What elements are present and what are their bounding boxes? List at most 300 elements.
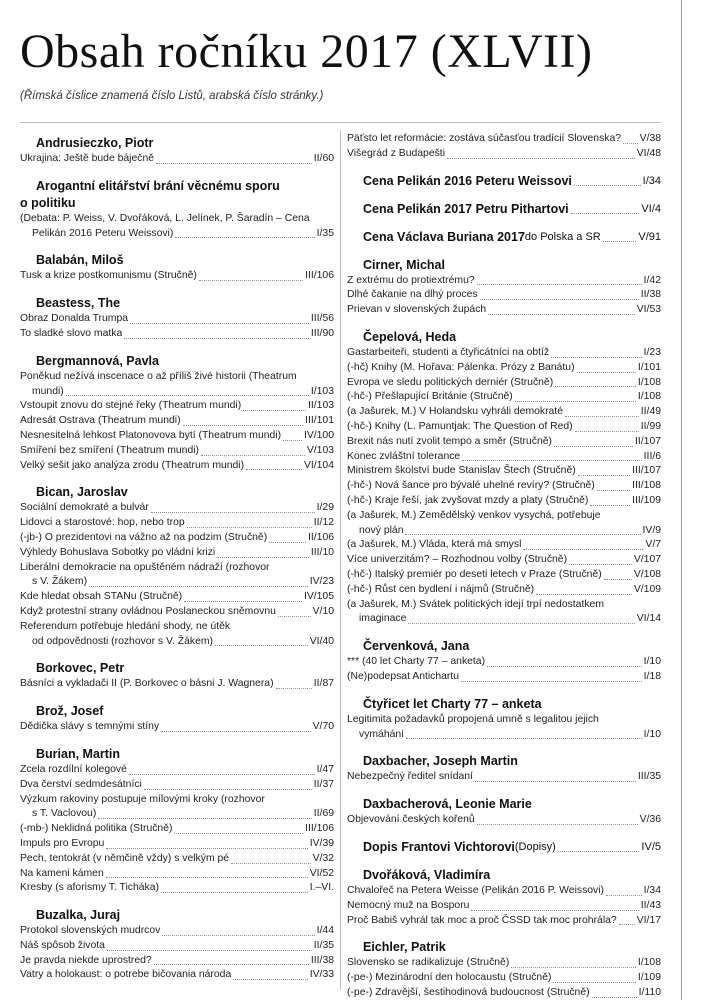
author-heading	[347, 201, 661, 217]
entry-title: *** (40 let Charty 77 – anketa)	[347, 656, 486, 668]
index-entry	[20, 822, 334, 837]
dot-leader	[574, 185, 641, 186]
dot-leader	[243, 410, 306, 411]
entry-title: s T. Vaclovou)	[32, 808, 97, 820]
entry-title: Dědička slávy s temnými stíny	[20, 721, 160, 733]
index-entry	[347, 986, 661, 1001]
dot-leader	[569, 564, 632, 565]
entry-title: (-mb-) Neklidná politika (Stručně)	[20, 823, 173, 835]
entry-page-ref: III/56	[310, 313, 334, 325]
column-divider	[340, 130, 341, 990]
index-column-left	[20, 132, 334, 983]
entry-page-ref: II/69	[313, 808, 334, 820]
dot-leader	[276, 688, 312, 689]
author-heading	[347, 173, 661, 189]
entry-title: (-hč-) Italský premiér po deseti letech v Praze (Stručně)	[347, 568, 602, 580]
dot-leader	[477, 824, 638, 825]
entry-title: Tusk a krize postkomunismu (Stručně)	[20, 270, 197, 282]
section-gap	[347, 627, 661, 635]
index-entry	[20, 954, 334, 969]
author-section	[20, 284, 334, 342]
index-entry	[20, 385, 334, 400]
entry-title: (a Jašurek, M.) Vláda, která má smysl	[347, 539, 522, 551]
entry-page-ref: I/108	[637, 391, 661, 403]
entry-page-ref: VI/14	[636, 613, 661, 625]
index-entry	[20, 501, 334, 516]
index-entry	[347, 884, 661, 899]
entry-title: s V. Žákem)	[32, 576, 88, 588]
index-entry	[347, 813, 661, 828]
entry-page-ref: VI/53	[636, 304, 661, 316]
section-gap	[20, 342, 334, 350]
author-section	[20, 896, 334, 983]
entry-page-ref: III/106	[305, 823, 334, 835]
index-entry-line: Referendum potřebuje hledání shody, ne útěk	[20, 620, 231, 632]
index-entry-line: (a Jašurek, M.) Zemědělský venkov vysychá, potřebuje	[347, 509, 601, 521]
author-section	[347, 190, 661, 217]
section-gap	[20, 473, 334, 481]
entry-title: Proč Babiš vyhrál tak moc a proč ČSSD tak moc prohrála?	[347, 914, 617, 926]
section-gap	[347, 856, 661, 864]
entry-title: Adresát Ostrava (Theatrum mundi)	[20, 415, 181, 427]
index-entry	[20, 546, 334, 561]
entry-page-ref: V/38	[639, 133, 661, 144]
entry-title: Na kameni kámen	[20, 867, 104, 879]
section-gap	[347, 190, 661, 198]
author-heading: Dvořáková, Vladimíra	[363, 867, 491, 882]
author-heading: Beastess, The	[36, 296, 121, 311]
entry-title: Z extrému do protiextrému?	[347, 274, 475, 286]
author-section	[347, 785, 661, 828]
dot-leader	[488, 314, 635, 315]
entry-title: (-hč-) Přešlapující Británie (Stručně)	[347, 391, 513, 403]
index-entry	[347, 132, 661, 147]
entry-page-ref: III/101	[305, 415, 334, 427]
author-heading: Balabán, Miloš	[36, 253, 124, 268]
index-entry	[20, 807, 334, 822]
dot-leader	[604, 579, 632, 580]
dot-leader	[175, 237, 314, 238]
entry-page-ref: I/23	[643, 346, 661, 358]
index-entry	[347, 376, 661, 391]
dot-leader	[523, 549, 643, 550]
entry-page-ref: VI/104	[303, 459, 334, 471]
entry-page-ref: I.–VI.	[309, 882, 334, 894]
entry-page-ref: V/10	[312, 605, 334, 617]
entry-title: Kde hledat obsah STANu (Stručně)	[20, 591, 183, 603]
entry-title: Když protestní strany ovládnou Poslaneckou sněmovnu	[20, 605, 276, 617]
entry-page-ref: V/109	[633, 583, 661, 595]
entry-title: imaginace	[359, 613, 407, 625]
entry-page-ref: VI/52	[309, 867, 334, 879]
author-section	[20, 735, 334, 896]
author-section	[347, 162, 661, 189]
entry-page-ref: V/70	[312, 721, 334, 733]
page-title: Obsah ročníku 2017 (XLVII)	[20, 25, 593, 78]
index-entry	[20, 924, 334, 939]
section-gap	[347, 685, 661, 693]
index-entry	[347, 568, 661, 583]
entry-title: Nesnesitelná lehkost Platonovova bytí (Theatrum mundi)	[20, 429, 282, 441]
index-entry	[347, 971, 661, 986]
section-gap	[347, 318, 661, 326]
entry-title: mundi)	[32, 385, 64, 397]
entry-page-ref: I/108	[637, 957, 661, 969]
author-heading: Buzalka, Juraj	[36, 908, 121, 923]
dot-leader	[406, 738, 642, 739]
entry-page-ref: I/42	[643, 274, 661, 286]
dot-leader	[480, 299, 639, 300]
index-entry	[347, 612, 661, 627]
dot-leader	[461, 681, 642, 682]
index-entry	[347, 346, 661, 361]
dot-leader	[161, 731, 310, 732]
entry-page-ref: V/36	[639, 814, 661, 826]
entry-title: Dlhé čakanie na dlhý proces	[347, 289, 478, 301]
index-entry	[20, 312, 334, 327]
heading-suffix: do Polska a SR	[524, 230, 601, 243]
dot-leader	[623, 143, 638, 144]
entry-title: (a Jašurek, M.) V Holandsku vyhráli demokraté	[347, 406, 563, 418]
entry-page-ref: VI/40	[309, 635, 334, 647]
entry-page-ref: IV/5	[641, 840, 661, 853]
dot-leader	[471, 910, 638, 911]
author-heading: Červenková, Jana	[363, 639, 470, 654]
entry-page-ref: V/91	[638, 230, 661, 243]
dot-leader	[577, 372, 636, 373]
entry-page-ref: II/103	[308, 400, 334, 412]
section-gap	[347, 246, 661, 254]
entry-page-ref: II/107	[635, 435, 661, 447]
entry-title: Impuls pro Evropu	[20, 837, 105, 849]
index-entry	[347, 303, 661, 318]
entry-title: Ministrem školství bude Stanislav Štech (Stručně)	[347, 465, 576, 477]
entry-page-ref: II/35	[313, 939, 334, 951]
index-entry	[20, 867, 334, 882]
author-section	[347, 856, 661, 928]
dot-leader	[130, 323, 309, 324]
entry-title: Obraz Donalda Trumpa	[20, 313, 129, 325]
author-section	[347, 218, 661, 245]
dot-leader	[283, 440, 302, 441]
author-heading: Borkovec, Petr	[36, 661, 125, 676]
author-section	[347, 627, 661, 685]
author-heading: Čepelová, Heda	[363, 329, 457, 344]
dot-leader	[124, 338, 309, 339]
index-entry-line: (Debata: P. Weiss, V. Dvořáková, L. Jelínek, P. Šaradín – Cena	[20, 212, 310, 224]
index-entry	[347, 147, 661, 162]
entry-title: Chvalořeč na Petera Weisse (Pelikán 2016 P. Weissovi)	[347, 884, 605, 896]
dot-leader	[231, 863, 311, 864]
author-section	[20, 342, 334, 474]
entry-page-ref: III/90	[310, 327, 334, 339]
dot-leader	[201, 455, 305, 456]
index-entry	[347, 405, 661, 420]
index-entry	[347, 655, 661, 670]
entry-title: Zcela rozdílní kolegové	[20, 763, 127, 775]
index-entry	[20, 516, 334, 531]
entry-page-ref: V/103	[306, 444, 334, 456]
index-entry	[20, 677, 334, 692]
entry-title: (-hč-) Růst cen bydlení i nájmů (Stručně)	[347, 583, 535, 595]
index-entry	[347, 435, 661, 450]
index-entry-line: Liberální demokracie na opuštěném nádraží (rozhovor	[20, 561, 270, 573]
entry-page-ref: I/110	[638, 986, 661, 998]
dot-leader	[233, 979, 308, 980]
entry-title: (-hč-) Kraje řeší, jak zvyšovat mzdy a platy (Stručně)	[347, 494, 589, 506]
author-section	[20, 167, 334, 242]
dot-leader	[606, 895, 642, 896]
author-heading: Daxbacher, Joseph Martin	[363, 754, 518, 769]
dot-leader	[558, 851, 640, 852]
author-heading: Andrusieczko, Piotr	[36, 136, 154, 150]
entry-page-ref: II/106	[308, 531, 334, 543]
dot-leader	[151, 512, 315, 513]
section-gap	[20, 167, 334, 175]
entry-page-ref: IV/9	[642, 524, 661, 536]
dot-leader	[129, 774, 315, 775]
entry-page-ref: I/34	[642, 174, 661, 187]
entry-title: Ukrajina: Ještě bude báječně	[20, 153, 155, 164]
index-entry	[20, 635, 334, 650]
author-heading: Daxbacherová, Leonie Marie	[363, 797, 532, 812]
entry-title: (-jb-) O prezidentovi na vážno až na podzim (Stručně)	[20, 531, 268, 543]
index-entry-line: Výzkum rakoviny postupuje mílovými kroky (rozhovor	[20, 793, 265, 805]
dot-leader	[246, 469, 302, 470]
entry-page-ref: III/35	[637, 771, 661, 783]
index-entry	[347, 494, 661, 509]
header-divider	[20, 122, 661, 123]
dot-leader	[107, 950, 312, 951]
author-section	[20, 135, 334, 167]
entry-page-ref: I/34	[643, 884, 661, 896]
index-entry	[347, 728, 661, 743]
author-section	[347, 318, 661, 627]
index-entry	[347, 479, 661, 494]
dot-leader	[154, 964, 309, 965]
page-edge-rule	[681, 0, 682, 1000]
entry-title: Päťsto let reformácie: zostáva súčasťou tradícií Slovenska?	[347, 133, 622, 144]
index-entry	[20, 152, 334, 167]
index-entry	[20, 837, 334, 852]
index-entry	[347, 390, 661, 405]
entry-title: Výhledy Bohuslava Sobotky po vládní krizi	[20, 546, 216, 558]
entry-page-ref: I/108	[637, 376, 661, 388]
entry-page-ref: I/101	[637, 361, 661, 373]
author-name: Cena Pelikán 2017 Petru Pithartovi	[363, 201, 569, 216]
entry-page-ref: II/43	[640, 899, 661, 911]
index-entry	[347, 464, 661, 479]
entry-title: Objevování českých kořenů	[347, 814, 475, 826]
dot-leader	[551, 357, 642, 358]
index-entry	[20, 590, 334, 605]
entry-page-ref: I/47	[316, 763, 334, 775]
entry-title: od odpovědnosti (rozhovor s V. Žákem)	[32, 635, 213, 647]
author-heading	[347, 229, 661, 245]
entry-page-ref: VI/17	[636, 914, 661, 926]
entry-title: Více univerzitám? – Rozhodnou volby (Stručně)	[347, 554, 568, 566]
section-gap	[347, 785, 661, 793]
author-heading-cont: o politiku	[20, 195, 76, 210]
dot-leader	[575, 431, 639, 432]
entry-title: Dva čerství sedmdesátníci	[20, 778, 142, 790]
dot-leader	[515, 401, 636, 402]
index-entry-line: Poněkud nežívá inscenace o až příliš živé historii (Theatrum	[20, 370, 297, 382]
dot-leader	[462, 460, 641, 461]
entry-page-ref: III/38	[310, 954, 334, 966]
dot-leader	[269, 542, 306, 543]
dot-leader	[184, 601, 302, 602]
section-gap	[20, 241, 334, 249]
entry-title: Velký sešit jako analýza zrodu (Theatrum mundi)	[20, 459, 245, 471]
index-entry	[347, 420, 661, 435]
dot-leader	[278, 616, 311, 617]
index-entry	[20, 968, 334, 983]
entry-title: Náš spôsob života	[20, 939, 105, 951]
dot-leader	[98, 818, 311, 819]
dot-leader	[144, 789, 312, 790]
entry-page-ref: II/38	[640, 289, 661, 301]
entry-title: Evropa ve sledu politických derniér (Stručně)	[347, 376, 554, 388]
entry-title: nový plán	[359, 524, 404, 536]
index-entry	[20, 459, 334, 474]
entry-page-ref: VI/4	[641, 202, 661, 215]
dot-leader	[408, 623, 634, 624]
page-subtitle: (Římská číslice znamená číslo Listů, arabská číslo stránky.)	[20, 90, 324, 102]
author-section	[20, 473, 334, 649]
section-gap	[20, 284, 334, 292]
entry-page-ref: I/10	[643, 656, 661, 668]
section-gap	[347, 218, 661, 226]
author-section	[347, 685, 661, 743]
dot-leader	[174, 833, 303, 834]
entry-page-ref: II/99	[640, 420, 661, 432]
dot-leader	[66, 395, 309, 396]
author-section	[347, 828, 661, 855]
dot-leader	[106, 848, 307, 849]
entry-title: Protokol slovenských mudrcov	[20, 925, 161, 937]
entry-page-ref: III/106	[305, 270, 334, 282]
dot-leader	[162, 935, 314, 936]
dot-leader	[511, 967, 636, 968]
entry-page-ref: IV/39	[309, 837, 334, 849]
entry-title: Kresby (s aforismy T. Ticháka)	[20, 882, 159, 894]
index-entry	[20, 269, 334, 284]
entry-title: Lidovci a starostové: hop, nebo trop	[20, 517, 185, 529]
index-entry	[20, 429, 334, 444]
entry-title: (Ne)podepsat Antichartu	[347, 670, 460, 682]
entry-page-ref: II/49	[640, 406, 661, 418]
index-entry	[347, 914, 661, 929]
index-entry	[347, 361, 661, 376]
dot-leader	[536, 594, 632, 595]
author-heading: Brož, Josef	[36, 704, 104, 719]
index-entry	[347, 538, 661, 553]
entry-title: Slovensko se radikalizuje (Stručně)	[347, 957, 510, 969]
entry-title: To sladké slovo matka	[20, 327, 123, 339]
section-gap	[20, 896, 334, 904]
entry-page-ref: V/7	[645, 539, 661, 551]
entry-title: (-pe-) Mezinárodní den holocaustu (Stručně)	[347, 972, 552, 984]
section-gap	[347, 928, 661, 936]
section-gap	[20, 692, 334, 700]
entry-page-ref: II/12	[313, 517, 334, 529]
index-entry	[20, 852, 334, 867]
dot-leader	[603, 241, 637, 242]
index-entry	[20, 327, 334, 342]
index-entry	[20, 939, 334, 954]
index-entry	[347, 450, 661, 465]
index-entry	[20, 414, 334, 429]
entry-page-ref: III/108	[632, 480, 661, 492]
entry-page-ref: IV/33	[309, 969, 334, 981]
index-entry	[20, 763, 334, 778]
author-section	[20, 692, 334, 735]
index-entry	[20, 399, 334, 414]
entry-title: (-hč-) Knihy (L. Pamuntjak: The Question of Red)	[347, 420, 573, 432]
entry-page-ref: III/107	[632, 465, 661, 477]
index-entry	[347, 770, 661, 785]
author-section	[20, 241, 334, 284]
entry-page-ref: IV/105	[303, 591, 334, 603]
dot-leader	[592, 997, 637, 998]
heading-suffix: (Dopisy)	[514, 840, 556, 853]
entry-page-ref: I/35	[316, 227, 334, 239]
entry-page-ref: II/87	[313, 678, 334, 690]
entry-title: Pelikán 2016 Peteru Weissovi)	[32, 227, 174, 239]
entry-title: Nebezpečný ředitel snídaní	[347, 771, 473, 783]
entry-page-ref: V/107	[633, 554, 661, 566]
entry-page-ref: IV/100	[303, 429, 334, 441]
dot-leader	[89, 586, 308, 587]
entry-title: (-pe-) Zdravější, šestihodinová budoucnost (Stručně)	[347, 986, 590, 998]
dot-leader	[590, 505, 630, 506]
index-entry-line: Legitimita požadavků propojená umně s legalitou jejich	[347, 713, 599, 725]
dot-leader	[555, 386, 636, 387]
entry-title: Gastarbeiteři, studenti a čtyřicátníci na obtíž	[347, 346, 550, 358]
entry-title: vymáhání	[359, 728, 405, 740]
author-section	[347, 928, 661, 1000]
index-entry	[20, 778, 334, 793]
entry-page-ref: I/109	[637, 972, 661, 984]
entry-title: Nemocný muž na Bosporu	[347, 899, 470, 911]
entry-title: (-hč-) Nová šance pro bývalé uhelné revíry? (Stručně)	[347, 480, 595, 492]
entry-page-ref: V/32	[312, 852, 334, 864]
index-entry	[20, 881, 334, 896]
entry-page-ref: II/60	[313, 153, 334, 164]
section-gap	[347, 162, 661, 170]
index-entry	[347, 956, 661, 971]
author-name: Cena Václava Buriana 2017	[363, 229, 525, 244]
entry-title: Višegrád z Budapešti	[347, 147, 446, 159]
entry-title: Vatry a holokaust: o potrebe bičovania národa	[20, 969, 232, 981]
dot-leader	[554, 446, 633, 447]
section-gap	[20, 735, 334, 743]
dot-leader	[405, 534, 640, 535]
entry-title: Brexit nás nutí zvolit tempo a směr (Stručně)	[347, 435, 553, 447]
index-entry	[20, 227, 334, 242]
author-heading	[347, 839, 661, 855]
entry-page-ref: I/103	[310, 385, 334, 397]
entry-title: Je pravda niekde uprostred?	[20, 954, 152, 966]
dot-leader	[578, 475, 630, 476]
author-heading: Arogantní elitářství brání věcnému sporu	[36, 178, 280, 193]
dot-leader	[183, 425, 304, 426]
entry-title: Konec zvláštní tolerance	[347, 450, 461, 462]
entry-title: Smíření bez smíření (Theatrum mundi)	[20, 444, 200, 456]
author-heading: Bican, Jaroslav	[36, 485, 128, 500]
dot-leader	[487, 666, 642, 667]
